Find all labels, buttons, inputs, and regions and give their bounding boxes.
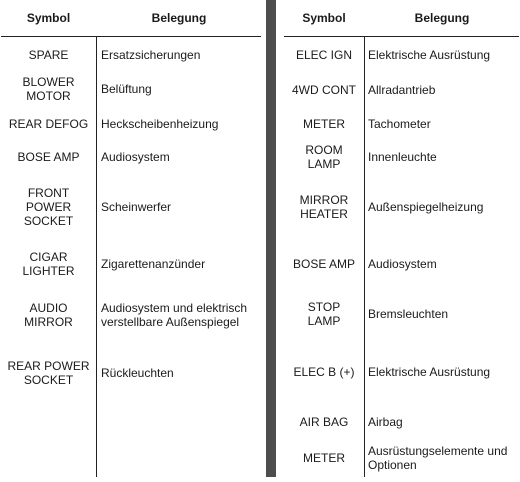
symbol-cell: 4WD CONT (292, 83, 356, 97)
table-header (284, 0, 519, 37)
belegung-cell: Elektrische Ausrüstung (368, 48, 491, 62)
table-row (284, 110, 519, 138)
table-row (284, 75, 519, 105)
belegung-cell: Airbag (368, 415, 403, 429)
table-row (284, 408, 519, 436)
table-separator-bar (266, 0, 276, 477)
belegung-cell: Audiosystem (101, 150, 170, 164)
belegung-cell: Ausrüstungselemente und Optionen (368, 444, 508, 472)
table-row (284, 358, 519, 386)
symbol-cell: BLOWER MOTOR (22, 75, 75, 103)
table-row (1, 247, 261, 281)
table-row (284, 140, 519, 174)
table-row (284, 190, 519, 224)
header-symbol: Symbol (26, 11, 71, 25)
header-symbol: Symbol (302, 11, 346, 25)
table-row (1, 40, 261, 70)
symbol-cell: AUDIO MIRROR (24, 301, 73, 329)
belegung-cell: Rückleuchten (101, 366, 174, 380)
symbol-cell: CIGAR LIGHTER (22, 250, 75, 278)
belegung-cell: Heckscheibenheizung (101, 117, 219, 131)
symbol-cell: AIR BAG (299, 415, 349, 429)
symbol-cell: SPARE (28, 48, 69, 62)
belegung-cell: Elektrische Ausrüstung (368, 365, 491, 379)
belegung-cell: Audiosystem (368, 257, 437, 271)
table-row (1, 297, 261, 333)
symbol-cell: BOSE AMP (17, 150, 80, 164)
table-row (1, 110, 261, 138)
belegung-cell: Außenspiegelheizung (368, 200, 484, 214)
header-belegung: Belegung (151, 11, 207, 25)
belegung-cell: Tachometer (368, 117, 431, 131)
belegung-cell: Audiosystem und elektrisch verstellbare Außenspiegel (101, 301, 248, 329)
belegung-cell: Bremsleuchten (368, 307, 449, 321)
symbol-cell: ROOM LAMP (305, 143, 343, 171)
symbol-cell: METER (303, 451, 345, 465)
symbol-cell: ELEC B (+) (293, 365, 355, 379)
belegung-cell: Scheinwerfer (101, 200, 172, 214)
belegung-cell: Innenleuchte (368, 150, 437, 164)
table-header (1, 0, 261, 37)
symbol-cell: STOP LAMP (307, 300, 341, 328)
table-row (1, 356, 261, 390)
table-row (284, 40, 519, 70)
table-row (284, 441, 519, 475)
symbol-cell: REAR POWER SOCKET (7, 359, 90, 387)
belegung-cell: Allradantrieb (368, 83, 436, 97)
table-row (284, 297, 519, 331)
symbol-cell: MIRROR HEATER (299, 193, 349, 221)
table-row (284, 250, 519, 278)
belegung-cell: Belüftung (101, 82, 152, 96)
table-row (1, 143, 261, 171)
belegung-cell: Ersatzsicherungen (101, 48, 201, 62)
symbol-cell: FRONT POWER SOCKET (23, 186, 74, 228)
header-belegung: Belegung (414, 11, 470, 25)
symbol-cell: ELEC IGN (295, 48, 352, 62)
symbol-cell: REAR DEFOG (8, 117, 89, 131)
table-row (1, 72, 261, 106)
symbol-cell: BOSE AMP (292, 257, 356, 271)
symbol-cell: METER (303, 117, 345, 131)
table-row (1, 182, 261, 232)
belegung-cell: Zigarettenanzünder (101, 257, 206, 271)
